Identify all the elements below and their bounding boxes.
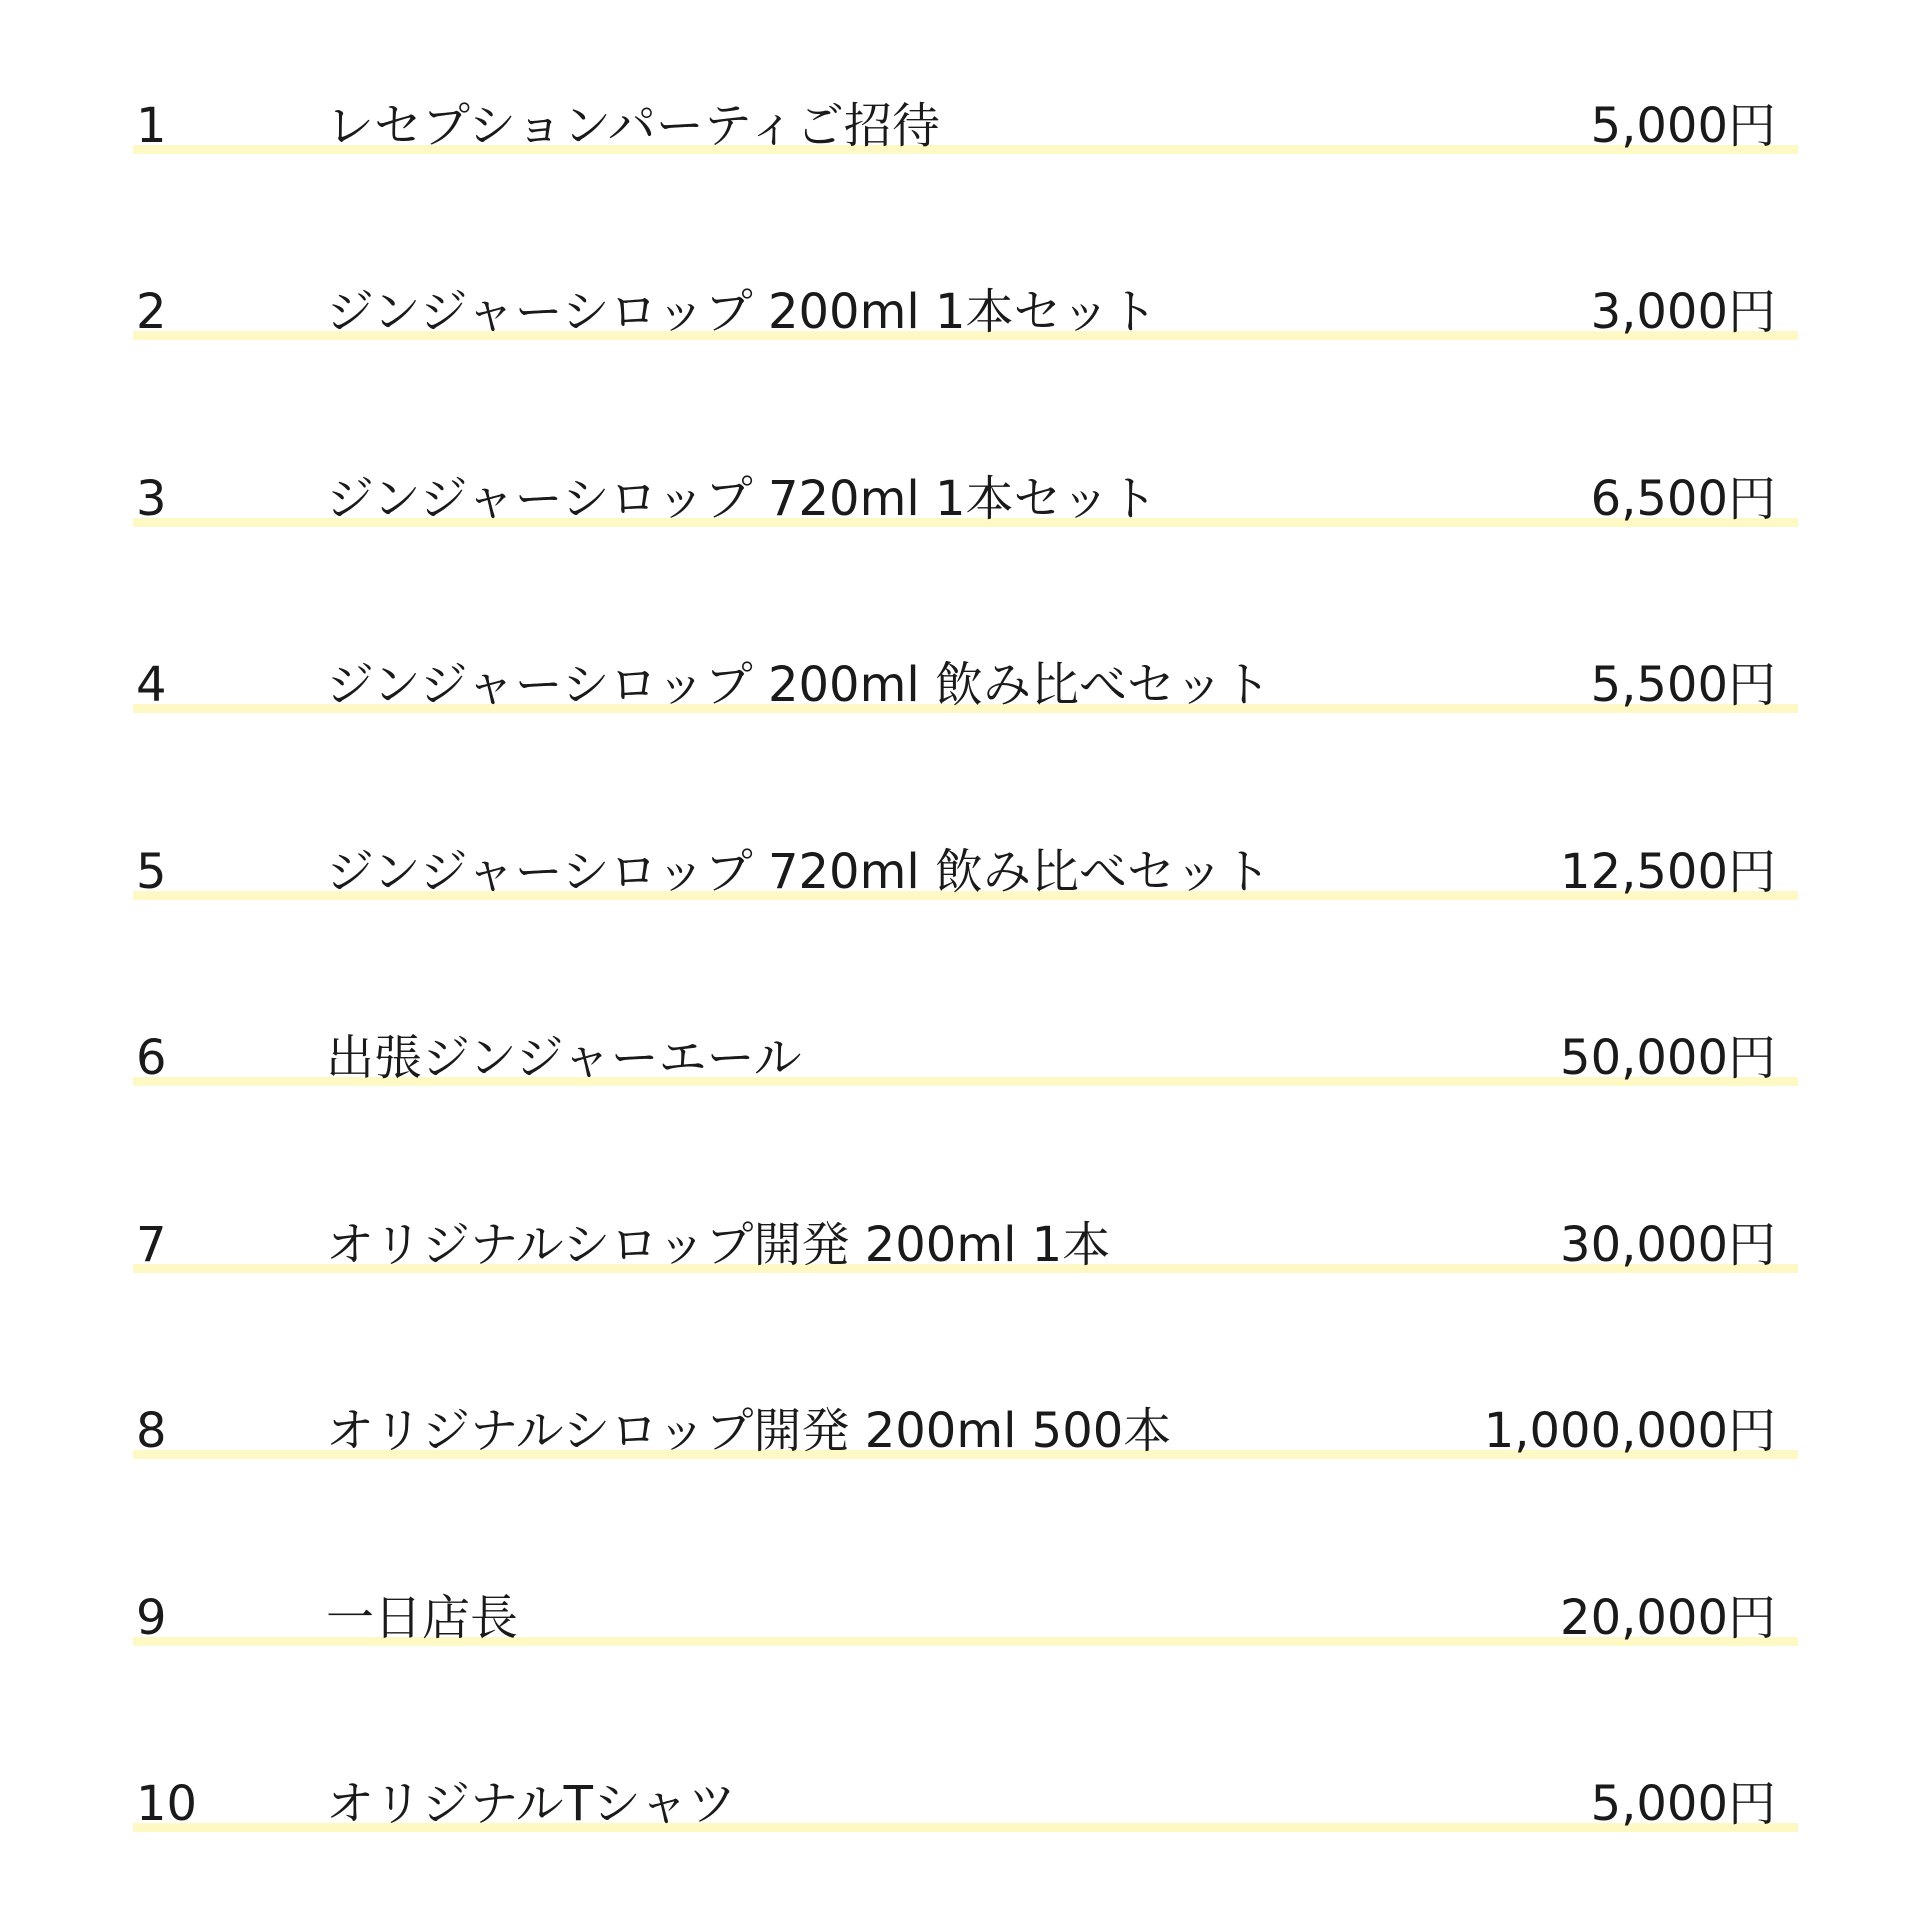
item-price: 1,000,000円: [1483, 1403, 1776, 1459]
item-price: 5,500円: [1590, 657, 1776, 713]
item-name: オリジナルシロップ開発 200ml 500本: [326, 1403, 1172, 1459]
item-number: 1: [136, 98, 167, 154]
item-number: 5: [136, 844, 167, 900]
item-price: 50,000円: [1560, 1030, 1776, 1086]
item-number: 9: [136, 1590, 167, 1646]
item-price: 5,000円: [1590, 1776, 1776, 1832]
list-item: [133, 1213, 1798, 1273]
list-item: [133, 1772, 1798, 1832]
item-number: 10: [136, 1776, 198, 1832]
item-name: レセプションパーティご招待: [326, 98, 940, 154]
item-number: 2: [136, 284, 167, 340]
list-item: [133, 94, 1798, 154]
item-price: 12,500円: [1560, 844, 1776, 900]
item-price: 30,000円: [1560, 1217, 1776, 1273]
list-item: [133, 280, 1798, 340]
item-number: 3: [136, 471, 167, 527]
list-item: [133, 840, 1798, 900]
item-name: ジンジャーシロップ 200ml 飲み比べセット: [326, 657, 1271, 713]
list-item: [133, 467, 1798, 527]
item-number: 4: [136, 657, 167, 713]
list-item: [133, 653, 1798, 713]
item-price: 6,500円: [1590, 471, 1776, 527]
item-name: オリジナルTシャツ: [326, 1776, 736, 1832]
item-price: 20,000円: [1560, 1590, 1776, 1646]
item-name: ジンジャーシロップ 200ml 1本セット: [326, 284, 1158, 340]
list-item: [133, 1586, 1798, 1646]
item-name: オリジナルシロップ開発 200ml 1本: [326, 1217, 1111, 1273]
item-name: 一日店長: [326, 1590, 519, 1646]
item-number: 6: [136, 1030, 167, 1086]
item-price: 5,000円: [1590, 98, 1776, 154]
item-number: 8: [136, 1403, 167, 1459]
list-item: [133, 1026, 1798, 1086]
list-item: [133, 1399, 1798, 1459]
item-name: 出張ジンジャーエール: [326, 1030, 802, 1086]
item-name: ジンジャーシロップ 720ml 飲み比べセット: [326, 844, 1271, 900]
item-number: 7: [136, 1217, 167, 1273]
item-name: ジンジャーシロップ 720ml 1本セット: [326, 471, 1158, 527]
item-price: 3,000円: [1590, 284, 1776, 340]
